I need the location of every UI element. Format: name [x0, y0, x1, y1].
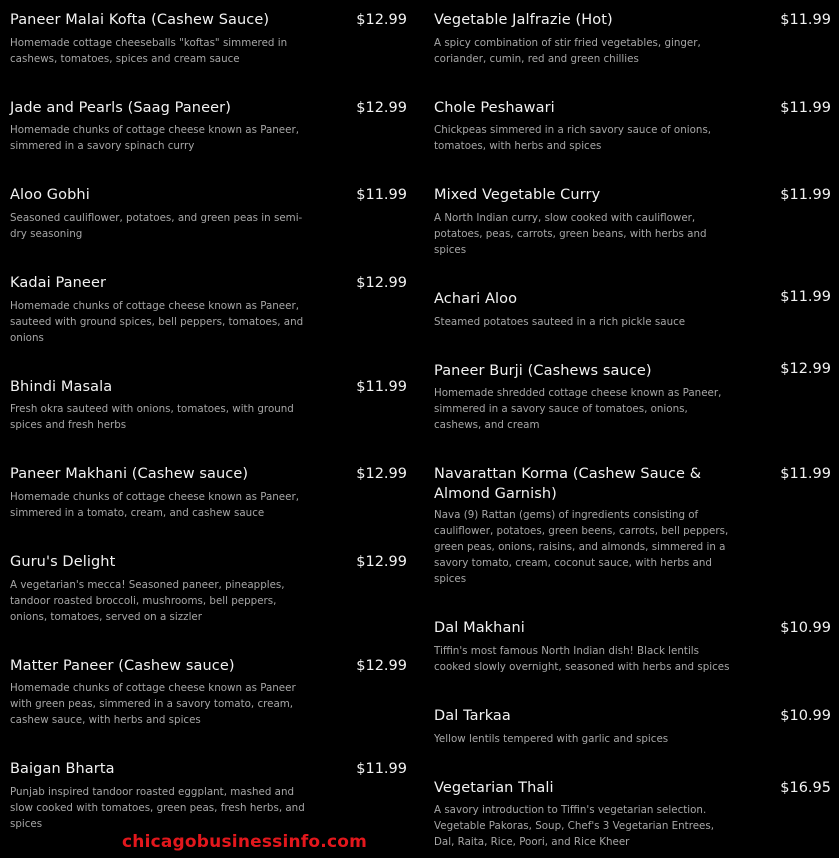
item-price: $12.99	[780, 361, 831, 377]
item-description: Nava (9) Rattan (gems) of ingredients consisting of cauliflower, potatoes, green beens, carrots, bell peppers, green peas, onions, raisins, and almonds, simmered in a savory tomato, cream, coconut sauce, with herbs and spices	[434, 509, 729, 585]
item-description: Homemade cottage cheeseballs "koftas" simmered in cashews, tomatoes, spices and cream sauce	[10, 37, 288, 65]
item-description: Steamed potatoes sauteed in a rich pickle sauce	[434, 316, 686, 328]
item-name: Paneer Makhani (Cashew sauce)	[10, 466, 249, 482]
item-name: Paneer Burji (Cashews sauce)	[434, 363, 652, 379]
item-price: $11.99	[356, 187, 407, 203]
item-price: $12.99	[356, 554, 407, 570]
item-name: Chole Peshawari	[434, 100, 555, 116]
item-price: $12.99	[356, 658, 407, 674]
item-price: $12.99	[356, 466, 407, 482]
item-price: $12.99	[356, 12, 407, 28]
item-name: Dal Makhani	[434, 620, 525, 636]
item-price: $11.99	[780, 466, 831, 482]
item-name: Mixed Vegetable Curry	[434, 187, 601, 203]
item-name: Matter Paneer (Cashew sauce)	[10, 658, 235, 674]
item-description: Homemade chunks of cottage cheese known as Paneer with green peas, simmered in a savory tomato, cream, cashew sauce, with herbs and spices	[10, 682, 296, 726]
item-name: Kadai Paneer	[10, 275, 107, 291]
item-name: Bhindi Masala	[10, 379, 113, 395]
item-description: Seasoned cauliflower, potatoes, and green peas in semi-dry seasoning	[10, 212, 303, 240]
item-description: Homemade chunks of cottage cheese known as Paneer, sauteed with ground spices, bell peppers, tomatoes, and onions	[10, 300, 304, 344]
item-name: Guru's Delight	[10, 554, 116, 570]
item-name: Dal Tarkaa	[434, 708, 511, 724]
item-price: $10.99	[780, 620, 831, 636]
item-name: Jade and Pearls (Saag Paneer)	[10, 100, 231, 116]
item-price: $11.99	[356, 379, 407, 395]
item-description: Homemade chunks of cottage cheese known as Paneer, simmered in a tomato, cream, and cashew sauce	[10, 491, 299, 519]
item-price: $16.95	[780, 780, 831, 796]
item-price: $11.99	[356, 761, 407, 777]
item-price: $11.99	[780, 100, 831, 116]
item-description: A savory introduction to Tiffin's vegetarian selection. Vegetable Pakoras, Soup, Chef's 3 Vegetarian Entrees, Dal, Raita, Rice, Poori, and Rice Kheer	[434, 804, 715, 848]
item-name: Baigan Bharta	[10, 761, 115, 777]
item-price: $12.99	[356, 100, 407, 116]
item-description: A spicy combination of stir fried vegetables, ginger, coriander, cumin, red and green chillies	[434, 37, 701, 65]
item-description: Homemade shredded cottage cheese known as Paneer, simmered in a savory sauce of tomatoes, onions, cashews, and cream	[434, 387, 722, 431]
watermark: chicagobusinessinfo.com	[122, 832, 368, 852]
item-name: Vegetable Jalfrazie (Hot)	[434, 12, 613, 28]
item-name: Vegetarian Thali	[434, 780, 554, 796]
item-price: $11.99	[780, 12, 831, 28]
item-description: Homemade chunks of cottage cheese known as Paneer, simmered in a savory spinach curry	[10, 124, 299, 152]
item-description: Chickpeas simmered in a rich savory sauce of onions, tomatoes, with herbs and spices	[434, 124, 712, 152]
item-price: $12.99	[356, 275, 407, 291]
item-description: A vegetarian's mecca! Seasoned paneer, pineapples, tandoor roasted broccoli, mushrooms, bell peppers, onions, tomatoes, served on a sizzler	[10, 579, 285, 623]
item-price: $10.99	[780, 708, 831, 724]
item-description: Fresh okra sauteed with onions, tomatoes, with ground spices and fresh herbs	[10, 403, 294, 431]
item-name: Achari Aloo	[434, 291, 518, 307]
item-name: Paneer Malai Kofta (Cashew Sauce)	[10, 12, 270, 28]
item-price: $11.99	[780, 187, 831, 203]
item-name: Navarattan Korma (Cashew Sauce & Almond Garnish)	[434, 466, 702, 502]
item-description: Punjab inspired tandoor roasted eggplant, mashed and slow cooked with tomatoes, green peas, fresh herbs, and spices	[10, 786, 305, 830]
item-name: Aloo Gobhi	[10, 187, 90, 203]
item-price: $11.99	[780, 289, 831, 305]
item-description: Tiffin's most famous North Indian dish! Black lentils cooked slowly overnight, seasoned with herbs and spices	[434, 645, 730, 673]
item-description: A North Indian curry, slow cooked with cauliflower, potatoes, peas, carrots, green beans, with herbs and spices	[434, 212, 707, 256]
item-description: Yellow lentils tempered with garlic and spices	[434, 733, 669, 745]
